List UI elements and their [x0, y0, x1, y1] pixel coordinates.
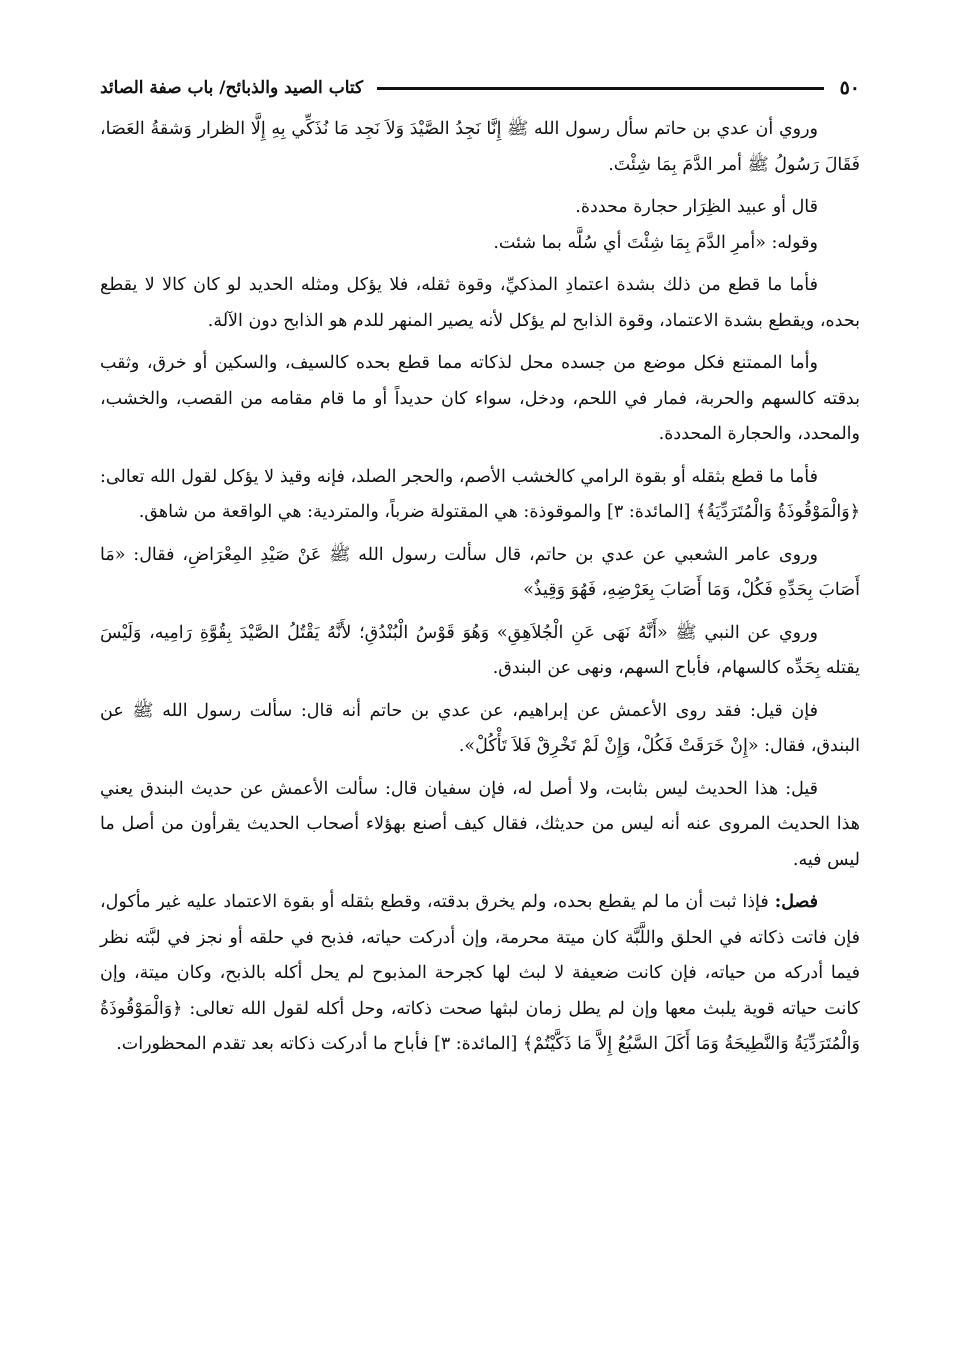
page-number: ٥٠	[839, 77, 860, 99]
header-rule	[377, 87, 823, 90]
running-title: كتاب الصيد والذبائح/ باب صفة الصائد	[100, 78, 364, 98]
document-page	[100, 70, 860, 1330]
paragraph: وأما الممتنع فكل موضع من جسده محل لذكاته مما قطع بحده كالسيف، والسكين أو خرق، وثقب بدقته كالسهم والحربة، فمار في اللحم، ودخل، سواء كان حديداً أو ما قام مقامه من القصب، والخشب، والمحدد، والحجارة المحددة.	[100, 353, 860, 444]
paragraph: قيل: هذا الحديث ليس بثابت، ولا أصل له، فإن سفيان قال: سألت الأعمش عن حديث البندق يعني هذا الحديث المروى عنه أنه ليس من حديثك، فقال كيف أصنع بهؤلاء أصحاب الحديث يقرأون من أصل ما ليس فيه.	[100, 778, 860, 870]
paragraph: قال أو عبيد الظِرَار حجارة محددة.	[575, 197, 818, 217]
paragraph: وروي عن النبي ﷺ «أَنَّهُ نَهَى عَنِ الْجُلاَهِقِ» وَهُوَ قَوْسُ الْبُنْدُقِ؛ لأَنَّهُ يَقْتُلُ الصَّيْدَ بِقُوَّةِ رَامِيه، وَلَيْسَ يقتله بِحَدِّه كالسهام، فأباح السهم، ونهى عن البندق.	[100, 622, 860, 678]
paragraph: وروى عامر الشعبي عن عدي بن حاتم، قال سألت رسول الله ﷺ عَنْ صَيْدِ المِعْرَاضِ، فقال: «مَا أَصَابَ بِحَدِّهِ فَكُلْ، وَمَا أَصَابَ بِعَرْضِهِ، فَهُوَ وَقِيذٌ»	[100, 544, 860, 600]
paragraph: فإن قيل: فقد روى الأعمش عن إبراهيم، عن عدي بن حاتم أنه قال: سألت رسول الله ﷺ عن البندق، فقال: «إِنْ خَرَقَتْ فَكُلْ، وَإِنْ لَمْ تَخْرِقْ فَلاَ تَأْكُلْ».	[100, 700, 860, 756]
page-header	[100, 70, 860, 106]
paragraph: وروي أن عدي بن حاتم سأل رسول الله ﷺ إِنَّا نَجِدُ الصَّيْدَ وَلاَ نَجِد مَا نُذَكِّي بِهِ إِلَّا الظرار وَشقةُ العَصَا، فَقَالَ رَسُولُ ﷺ أمر الدَّمَ بِمَا شِئْتَ.	[100, 119, 860, 175]
section-lead: فصل:	[774, 892, 818, 912]
section-paragraph	[100, 885, 860, 1063]
page-body	[100, 112, 860, 1063]
paragraph: فأما ما قطع من ذلك بشدة اعتمادِ المذكيِّ، وقوة ثقله، فلا يؤكل ومثله الحديد لو كان كالا لا يقطع بحده، ويقطع بشدة الاعتماد، وقوة الذابح لم يؤكل لأنه يصير المنهر للدم هو الذابح دون الآلة.	[100, 275, 860, 331]
section-text: فإذا ثبت أن ما لم يقطع بحده، ولم يخرق بدقته، وقطع بثقله أو بقوة الاعتماد عليه غير مأكول، فإن فاتت ذكاته في الحلق واللَّبَّة كان ميتة محرمة، وإن أدركت حياته، فذبح في حلقه أو نجز في لبَّته نظر فيما أدركه من حياته، فإن كانت ضعيفة لا لبث لها كجرحة المذبوح لم يحل أكله بالذبح، وكان ميتة، وإن كانت حياته قوية يلبث معها وإن لم يطل زمان لبثها صحت ذكاته، وحل أكله لقول الله تعالى: ﴿وَالْمَوْقُوذَةُ وَالْمُتَرَدِّيَةُ وَالنَّطِيحَةُ وَمَا أَكَلَ السَّبُعُ إِلاَّ مَا ذَكَّيْتُمْ﴾ [المائدة: ٣] فأباح ما أدركت ذكاته بعد تقدم المحظورات.	[100, 892, 860, 1054]
paragraph: فأما ما قطع بثقله أو بقوة الرامي كالخشب الأصم، والحجر الصلد، فإنه وقيذ لا يؤكل لقول الله تعالى: ﴿وَالْمَوْقُوذَةُ وَالْمُتَرَدِّيَةُ﴾ [المائدة: ٣] والموقوذة: هي المقتولة ضرباً، والمتردية: هي الواقعة من شاهق.	[100, 466, 860, 522]
paragraph: وقوله: «أمرِ الدَّمَ بِمَا شِئْتَ أي سُلَّه بما شئت.	[493, 232, 818, 253]
